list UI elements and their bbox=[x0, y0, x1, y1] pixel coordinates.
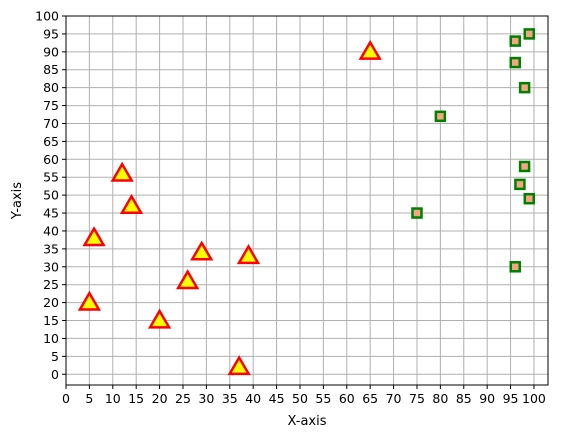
y-tick-label: 55 bbox=[43, 169, 59, 185]
y-tick-label: 90 bbox=[43, 44, 59, 60]
y-tick-label: 40 bbox=[43, 223, 59, 239]
x-tick-label: 5 bbox=[85, 391, 94, 406]
x-tick-label: 60 bbox=[338, 391, 355, 406]
x-tick-label: 10 bbox=[104, 391, 121, 406]
y-tick-label: 65 bbox=[43, 133, 59, 149]
square-point bbox=[520, 83, 529, 92]
x-tick-label: 100 bbox=[522, 391, 546, 406]
square-point bbox=[525, 29, 534, 38]
ticks bbox=[35, 9, 546, 407]
x-tick-label: 80 bbox=[432, 391, 449, 406]
x-tick-label: 0 bbox=[62, 391, 70, 406]
y-tick-label: 0 bbox=[51, 366, 59, 382]
triangle-point bbox=[192, 243, 211, 259]
y-tick-label: 50 bbox=[43, 187, 59, 203]
x-tick-label: 35 bbox=[221, 391, 238, 406]
y-tick-label: 80 bbox=[43, 80, 59, 96]
triangle-point bbox=[230, 358, 249, 374]
x-tick-label: 95 bbox=[502, 391, 519, 406]
y-tick-label: 45 bbox=[43, 205, 59, 221]
y-tick-label: 70 bbox=[43, 115, 59, 131]
x-axis-label: X-axis bbox=[287, 414, 327, 429]
x-tick-label: 20 bbox=[151, 391, 168, 406]
y-tick-label: 25 bbox=[43, 277, 59, 293]
triangle-point bbox=[122, 196, 141, 212]
x-tick-label: 70 bbox=[385, 391, 402, 406]
x-tick-label: 40 bbox=[245, 391, 262, 406]
y-tick-label: 15 bbox=[43, 313, 59, 329]
grid bbox=[66, 16, 548, 385]
y-tick-label: 10 bbox=[43, 330, 59, 346]
square-point bbox=[511, 58, 520, 67]
triangle-point bbox=[113, 164, 132, 180]
y-tick-label: 75 bbox=[43, 98, 59, 114]
y-tick-label: 20 bbox=[43, 295, 59, 311]
y-tick-label: 60 bbox=[43, 151, 59, 167]
triangle-point bbox=[178, 272, 197, 288]
y-tick-label: 100 bbox=[35, 8, 59, 24]
x-tick-label: 15 bbox=[128, 391, 145, 406]
square-point bbox=[520, 162, 529, 171]
x-tick-label: 45 bbox=[268, 391, 285, 406]
triangle-point bbox=[80, 293, 99, 309]
x-tick-label: 65 bbox=[362, 391, 379, 406]
y-axis-label: Y-axis bbox=[10, 181, 25, 220]
y-tick-label: 95 bbox=[43, 26, 59, 42]
x-tick-label: 25 bbox=[175, 391, 191, 406]
x-tick-label: 50 bbox=[292, 391, 308, 406]
plot-frame bbox=[66, 16, 548, 385]
square-point bbox=[436, 112, 445, 121]
triangle-point bbox=[150, 311, 169, 327]
y-tick-label: 85 bbox=[43, 62, 59, 78]
y-tick-label: 30 bbox=[43, 259, 59, 275]
square-point bbox=[511, 262, 520, 271]
x-tick-label: 55 bbox=[315, 391, 332, 406]
x-tick-label: 85 bbox=[455, 391, 472, 406]
x-tick-label: 30 bbox=[198, 391, 215, 406]
square-point bbox=[525, 194, 534, 203]
x-tick-label: 90 bbox=[479, 391, 496, 406]
data-points bbox=[80, 29, 534, 374]
square-point bbox=[515, 180, 524, 189]
y-tick-label: 35 bbox=[43, 241, 59, 257]
triangle-point bbox=[361, 42, 380, 58]
y-tick-label: 5 bbox=[51, 348, 59, 364]
square-point bbox=[412, 209, 421, 218]
x-tick-label: 75 bbox=[409, 391, 425, 406]
square-point bbox=[511, 37, 520, 46]
